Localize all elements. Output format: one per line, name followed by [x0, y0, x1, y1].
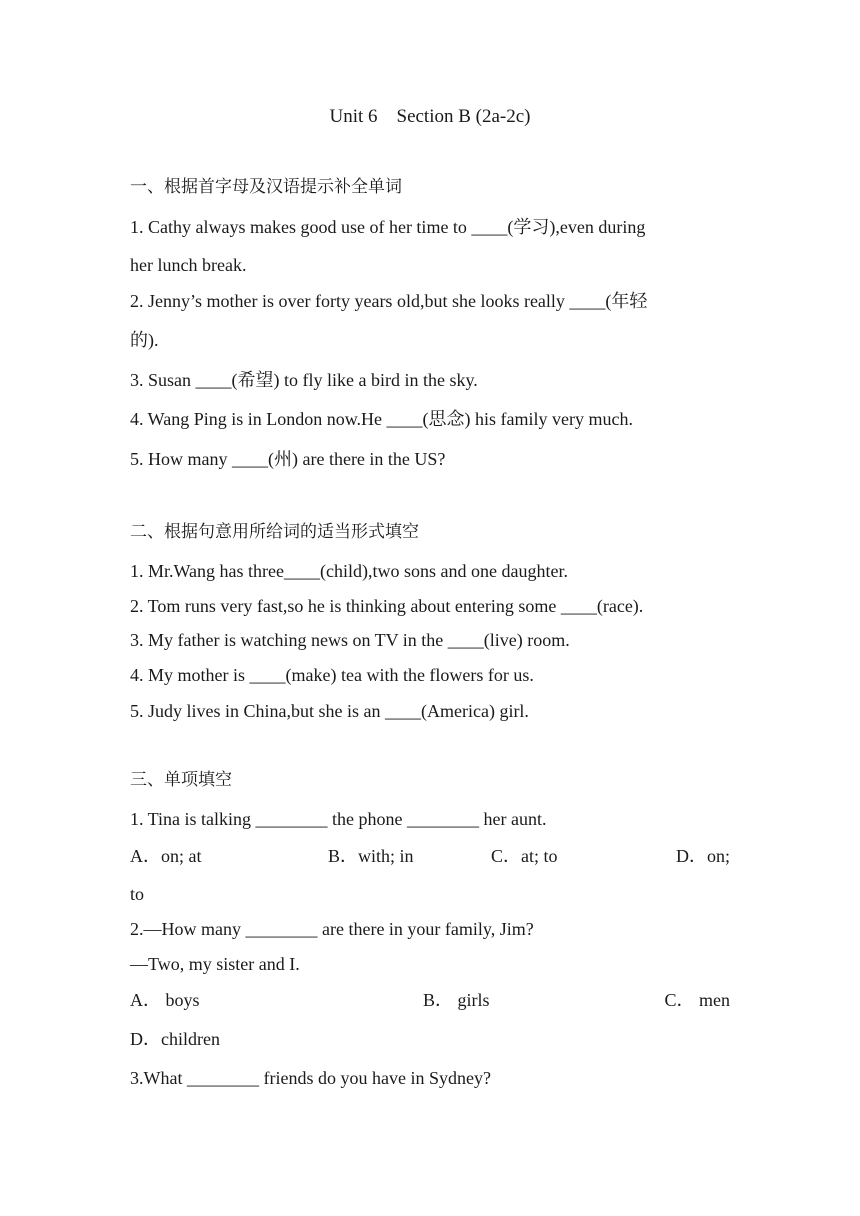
s2-question-2: 2. Tom runs very fast,so he is thinking about entering some ____(race).: [130, 596, 644, 616]
section-3-heading: 三、单项填空: [130, 770, 232, 790]
s1-question-3: 3. Susan ____(希望) to fly like a bird in the sky.: [130, 370, 478, 390]
s1-question-4: 4. Wang Ping is in London now.He ____(思念) his family very much.: [130, 409, 633, 429]
s2-question-4: 4. My mother is ____(make) tea with the flowers for us.: [130, 665, 534, 685]
s3-question-1-stem: 1. Tina is talking ________ the phone ________ her aunt.: [130, 809, 547, 829]
section-2-heading: 二、根据句意用所给词的适当形式填空: [130, 522, 419, 542]
section-1-heading: 一、根据首字母及汉语提示补全单词: [130, 177, 402, 197]
option-b: B． girls: [423, 990, 490, 1010]
option-c: C． men: [664, 990, 730, 1010]
page-title: Unit 6 Section B (2a-2c): [329, 106, 531, 127]
s2-question-1: 1. Mr.Wang has three____(child),two sons and one daughter.: [130, 561, 568, 581]
option-d: D．on;: [676, 846, 730, 866]
s1-question-2-line-1: 2. Jenny’s mother is over forty years old,but she looks really ____(年轻: [130, 291, 648, 311]
s2-question-3: 3. My father is watching news on TV in the ____(live) room.: [130, 630, 570, 650]
s3-question-1-wrap: to: [130, 884, 145, 904]
s1-question-1-line-2: her lunch break.: [130, 255, 247, 275]
s2-question-5: 5. Judy lives in China,but she is an ____(America) girl.: [130, 701, 529, 721]
s1-question-2-line-2: 的).: [130, 330, 159, 350]
option-a: A． boys: [130, 990, 200, 1010]
s3-question-2-stem: 2.—How many ________ are there in your family, Jim?: [130, 919, 534, 939]
s3-question-3-stem: 3.What ________ friends do you have in Sydney?: [130, 1068, 491, 1088]
s3-question-2-wrap: D．children: [130, 1029, 220, 1049]
option-b: B．with; in: [328, 846, 414, 866]
option-a: A．on; at: [130, 846, 202, 866]
s1-question-1-line-1: 1. Cathy always makes good use of her time to ____(学习),even during: [130, 217, 646, 237]
s3-question-2-answer-line: —Two, my sister and I.: [130, 954, 300, 974]
s1-question-5: 5. How many ____(州) are there in the US?: [130, 449, 446, 469]
option-c: C．at; to: [491, 846, 558, 866]
